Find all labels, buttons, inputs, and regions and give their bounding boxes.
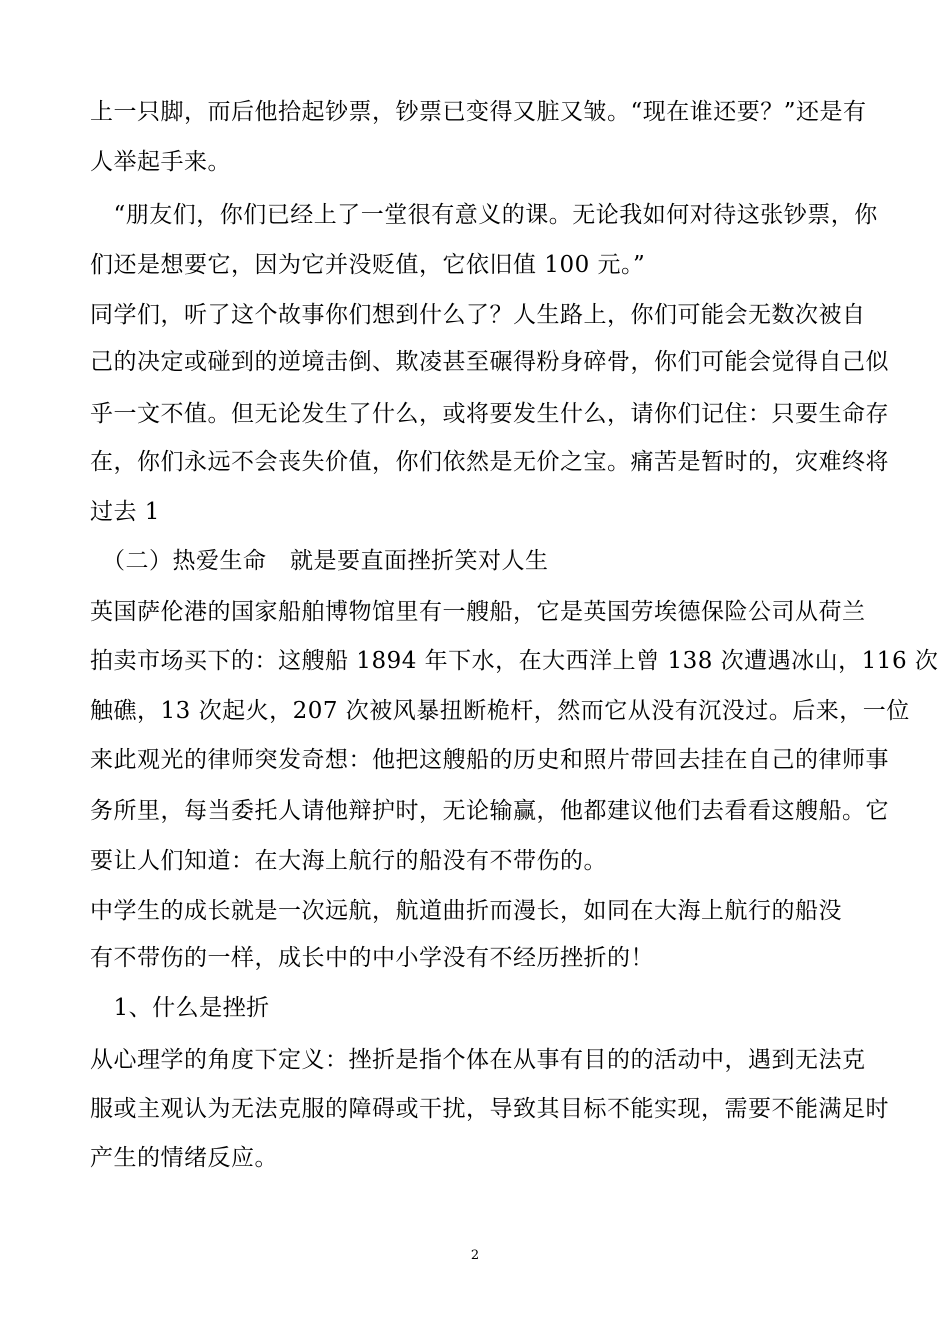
text-line: 人举起手来。 — [90, 149, 231, 175]
text-line: 有不带伤的一样，成长中的中小学没有不经历挫折的！ — [90, 945, 654, 971]
text-line: 乎一文不值。但无论发生了什么，或将要发生什么，请你们记住：只要生命存 — [90, 401, 889, 427]
text-line: 产生的情绪反应。 — [90, 1145, 278, 1171]
text-line: 英国萨伦港的国家船舶博物馆里有一艘船，它是英国劳埃德保险公司从荷兰 — [90, 599, 866, 625]
text-line: 上一只脚，而后他拾起钞票，钞票已变得又脏又皱。“现在谁还要？”还是有 — [90, 99, 867, 125]
text-line: 务所里，每当委托人请他辩护时，无论输赢，他都建议他们去看看这艘船。它 — [90, 798, 889, 824]
text-line: 从心理学的角度下定义：挫折是指个体在从事有目的的活动中，遇到无法克 — [90, 1047, 866, 1073]
text-line: 同学们，听了这个故事你们想到什么了？人生路上，你们可能会无数次被自 — [90, 302, 866, 328]
text-line: 在，你们永远不会丧失价值，你们依然是无价之宝。痛苦是暂时的，灾难终将 — [90, 449, 889, 475]
text-line: 己的决定或碰到的逆境击倒、欺凌甚至碾得粉身碎骨，你们可能会觉得自己似 — [90, 349, 889, 375]
text-line: 来此观光的律师突发奇想：他把这艘船的历史和照片带回去挂在自己的律师事 — [90, 747, 889, 773]
section-heading: （二）热爱生命 就是要直面挫折笑对人生 — [90, 548, 549, 574]
page-number: 2 — [470, 1248, 480, 1263]
section-heading: 1、什么是挫折 — [90, 995, 270, 1021]
text-line: 拍卖市场买下的：这艘船 1894 年下水，在大西洋上曾 138 次遭遇冰山，116 次 — [90, 648, 939, 674]
text-line: 要让人们知道：在大海上航行的船没有不带伤的。 — [90, 848, 607, 874]
text-line: “朋友们，你们已经上了一堂很有意义的课。无论我如何对待这张钞票，你 — [90, 202, 878, 228]
text-line: 们还是想要它，因为它并没贬值，它依旧值 100 元。” — [90, 252, 646, 278]
text-line: 触礁，13 次起火，207 次被风暴扭断桅杆，然而它从没有沉没过。后来，一位 — [90, 698, 910, 724]
text-line: 服或主观认为无法克服的障碍或干扰，导致其目标不能实现，需要不能满足时 — [90, 1096, 889, 1122]
text-line: 过去 1 — [90, 499, 160, 525]
text-line: 中学生的成长就是一次远航，航道曲折而漫长，如同在大海上航行的船没 — [90, 898, 842, 924]
